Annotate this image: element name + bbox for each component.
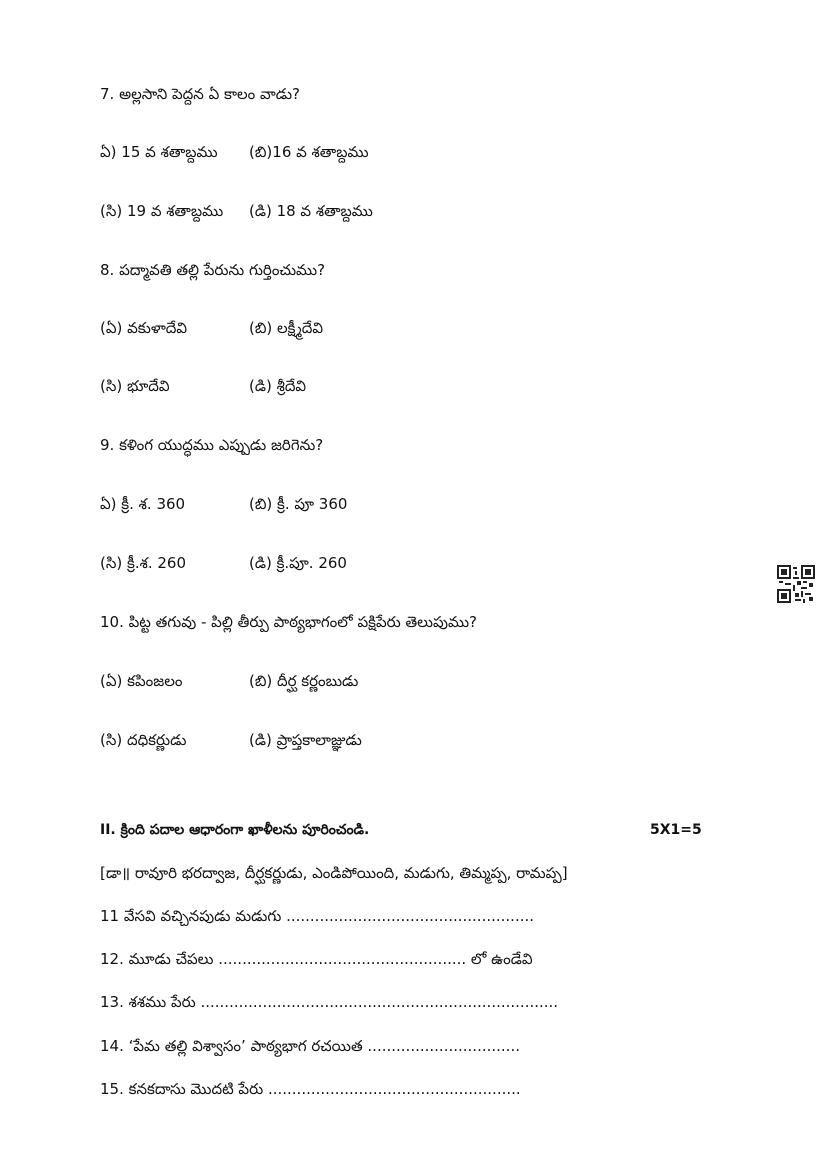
- question-9-option-d: (డి) క్రీ.పూ. 260: [249, 554, 347, 572]
- question-7-option-a: ఏ) 15 వ శతాబ్దము: [100, 143, 218, 161]
- question-9-option-c: (సి) క్రీ.శ. 260: [100, 554, 187, 572]
- question-10-option-b: (బి) దీర్ఘ కర్ణంబుడు: [249, 672, 359, 690]
- question-7-option-d: (డి) 18 వ శతాబ్దము: [249, 202, 373, 220]
- fill-blank-13: 13. శశము పేరు ...........................................................................: [100, 993, 559, 1011]
- section-2-heading: II. క్రింది పదాల ఆధారంగా ఖాళీలను పూరించండి.: [100, 822, 370, 838]
- question-8-option-a: (ఏ) వకుళాదేవి: [100, 319, 188, 337]
- question-8-option-d: (డి) శ్రీదేవి: [249, 377, 307, 395]
- question-10-option-a: (ఏ) కపింజలం: [100, 672, 183, 690]
- question-8: 8. పద్మావతి తల్లి పేరును గుర్తించుము?: [100, 261, 326, 279]
- question-9-option-b: (బి) క్రీ. పూ 360: [249, 495, 348, 513]
- question-8-option-b: (బి) లక్ష్మీదేవి: [249, 319, 324, 337]
- question-9-option-a: ఏ) క్రీ. శ. 360: [100, 495, 186, 513]
- fill-blank-15: 15. కనకదాసు మొదటి పేరు .....................................................: [100, 1080, 521, 1098]
- question-7-option-c: (సి) 19 వ శతాబ్దము: [100, 202, 224, 220]
- question-7: 7. అల్లసాని పెద్దన ఏ కాలం వాడు?: [100, 85, 300, 103]
- question-10-option-d: (డి) ప్రాప్తకాలాజ్ఞుడు: [249, 731, 362, 749]
- fill-blank-12: 12. మూడు చేపలు .................................................... లో ఉండేవి: [100, 950, 533, 968]
- question-7-option-b: (బి)16 వ శతాబ్దము: [249, 143, 369, 161]
- question-10: 10. పిట్ట తగువు - పిల్లి తీర్పు పాఠ్యభాగంలో పక్షిపేరు తెలుపుము?: [100, 613, 477, 631]
- section-2-marks: 5X1=5: [650, 822, 702, 838]
- fill-blank-11: 11 వేసవి వచ్చినపుడు మడుగు ....................................................: [100, 907, 535, 925]
- qr-code-icon: [777, 565, 815, 603]
- question-8-option-c: (సి) భూదేవి: [100, 377, 170, 395]
- question-9: 9. కళింగ యుద్ధము ఎప్పుడు జరిగెను?: [100, 436, 324, 454]
- question-10-option-c: (సి) దధికర్ణుడు: [100, 731, 187, 749]
- fill-blank-14: 14. ‘పేమ తల్లి విశ్వాసం’ పాఠ్యభాగ రచయిత ................................: [100, 1037, 520, 1055]
- word-bank: [డా॥ రావూరి భరద్వాజ, దీర్ఘకర్ణుడు, ఎండిపోయింది, మడుగు, తిమ్మప్ప, రామప్ప]: [100, 864, 568, 882]
